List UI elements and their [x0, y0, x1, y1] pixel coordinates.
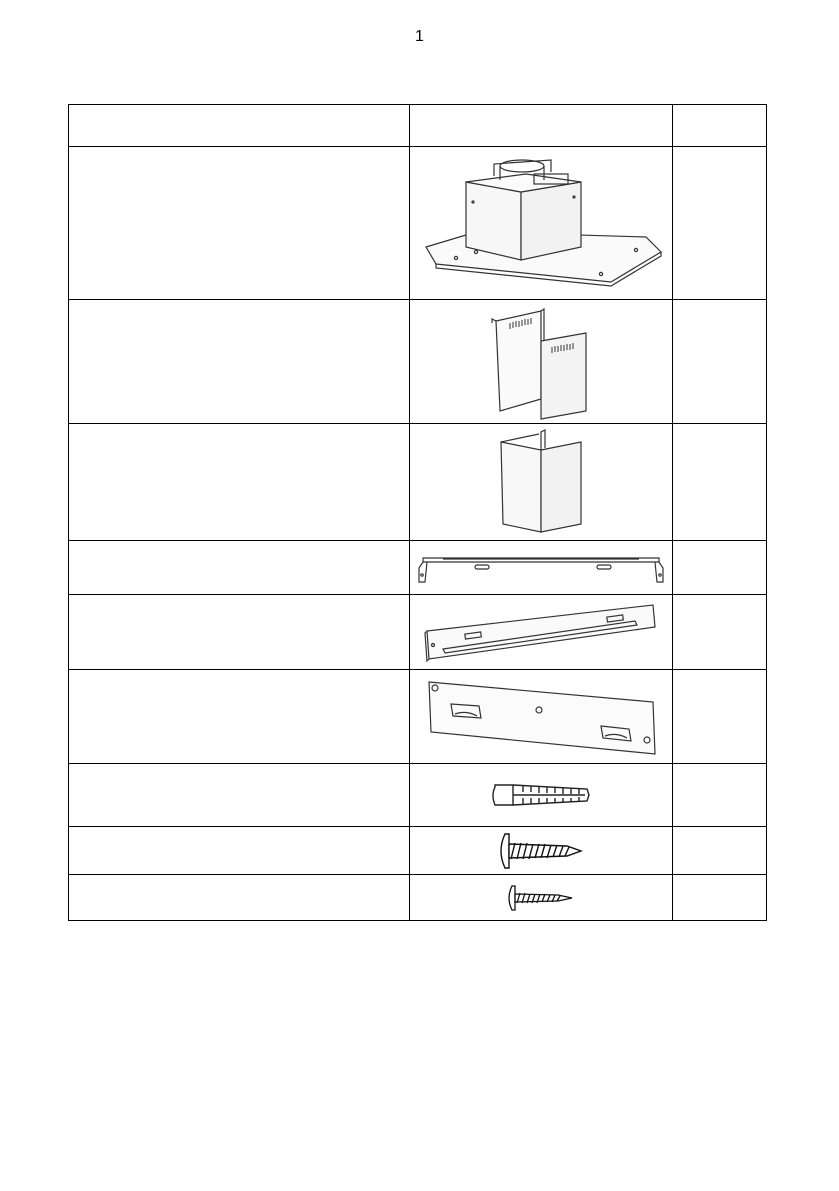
part-quantity-cell [673, 541, 767, 595]
table-header-row [69, 105, 767, 147]
part-name-cell [69, 764, 410, 827]
header-quantity-cell [673, 105, 767, 147]
wall-plate-illustration [421, 674, 661, 760]
part-picture-cell [410, 670, 673, 764]
part-picture-cell [410, 827, 673, 875]
table-row [69, 147, 767, 300]
table-row [69, 541, 767, 595]
part-quantity-cell [673, 595, 767, 670]
small-screw-illustration [506, 883, 576, 913]
table-row [69, 424, 767, 541]
part-picture-cell [410, 875, 673, 921]
part-picture-cell [410, 595, 673, 670]
part-quantity-cell [673, 875, 767, 921]
upper-chimney-illustration [486, 303, 596, 421]
part-picture-cell [410, 424, 673, 541]
part-name-cell [69, 541, 410, 595]
part-quantity-cell [673, 670, 767, 764]
part-picture-cell [410, 300, 673, 424]
part-picture-cell [410, 764, 673, 827]
part-quantity-cell [673, 147, 767, 300]
header-name-cell [69, 105, 410, 147]
part-name-cell [69, 147, 410, 300]
table-row [69, 595, 767, 670]
motor-housing-illustration [416, 152, 666, 294]
wall-plug-illustration [489, 775, 593, 815]
part-name-cell [69, 595, 410, 670]
table-row [69, 875, 767, 921]
part-picture-cell [410, 147, 673, 300]
part-quantity-cell [673, 827, 767, 875]
part-quantity-cell [673, 424, 767, 541]
table-row [69, 670, 767, 764]
table-row [69, 300, 767, 424]
part-name-cell [69, 300, 410, 424]
part-name-cell [69, 670, 410, 764]
table-row [69, 764, 767, 827]
slotted-rail-illustration [421, 599, 661, 665]
lower-chimney-illustration [491, 428, 591, 536]
part-picture-cell [410, 541, 673, 595]
part-name-cell [69, 827, 410, 875]
part-quantity-cell [673, 764, 767, 827]
large-screw-illustration [497, 830, 585, 872]
table-row [69, 827, 767, 875]
narrow-bracket-illustration [413, 548, 669, 588]
part-name-cell [69, 875, 410, 921]
header-picture-cell [410, 105, 673, 147]
part-name-cell [69, 424, 410, 541]
page-number: 1 [415, 28, 424, 45]
part-quantity-cell [673, 300, 767, 424]
parts-table [68, 104, 767, 921]
